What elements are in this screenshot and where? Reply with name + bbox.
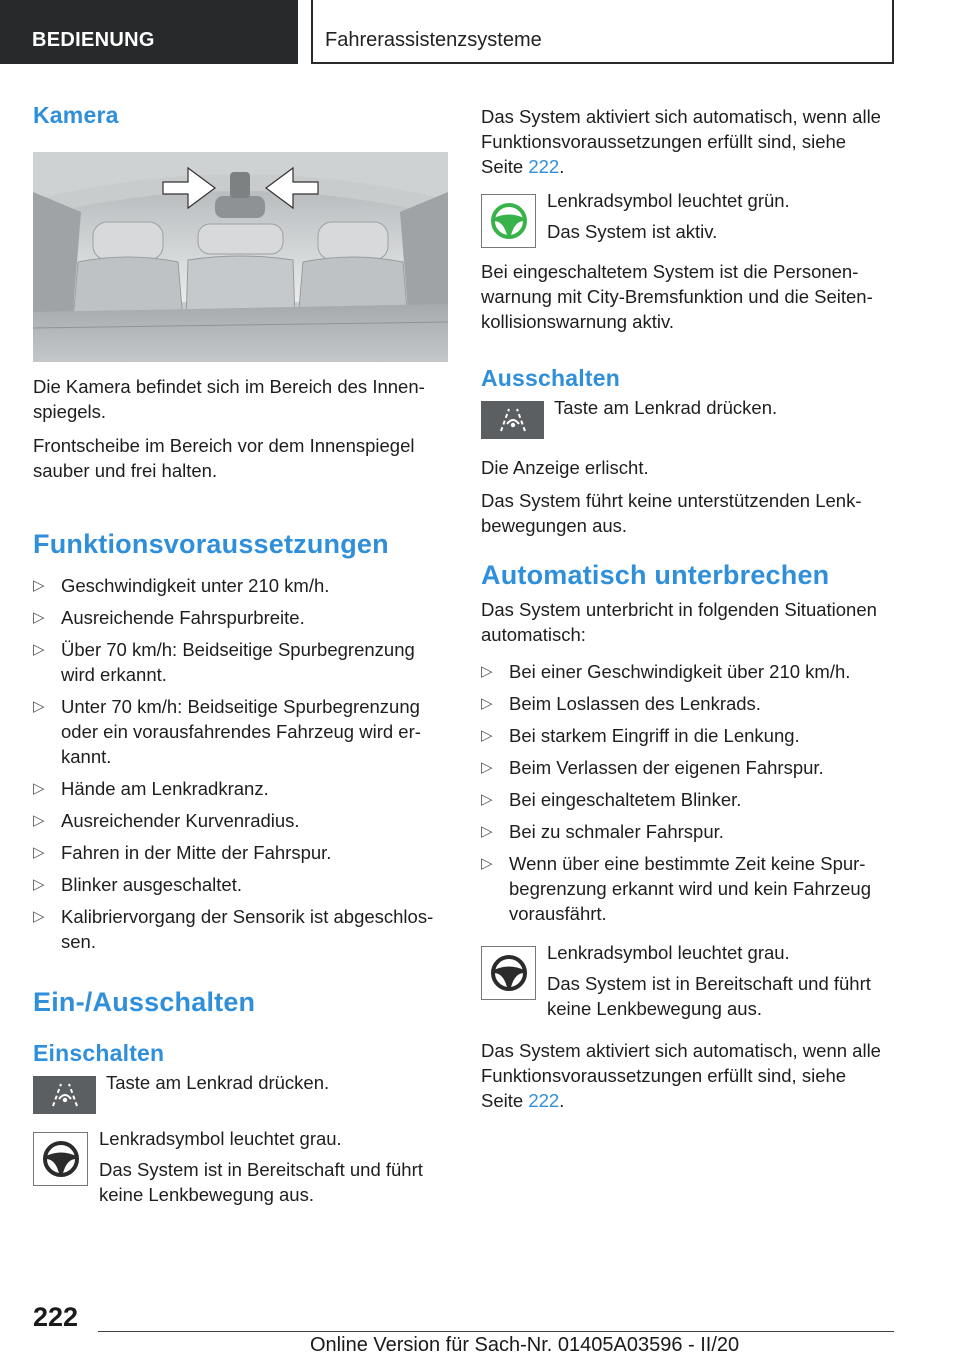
kamera-paragraph-1: Die Kamera befindet sich im Bereich des Innen-spiegels.: [33, 376, 425, 422]
list-item: ▷ Ausreichender Kurvenradius.: [33, 810, 300, 831]
list-item: ▷ Hände am Lenkradkranz.: [33, 778, 269, 799]
list-item: ▷ Bei starkem Eingriff in die Lenkung.: [481, 725, 800, 746]
header-chapter-label: Fahrerassistenzsysteme: [325, 29, 542, 51]
grey-wheel-line-1: Lenkradsymbol leuchtet grau.: [547, 942, 790, 963]
page-link-222[interactable]: 222: [528, 156, 560, 177]
automatisch-unterbrechen-heading: Automatisch unterbrechen: [481, 560, 830, 590]
ausschalten-paragraph-2: Das System führt keine unterstützenden Lenk-bewegungen aus.: [481, 490, 862, 536]
ausschalten-heading: Ausschalten: [481, 365, 620, 391]
left-column: [33, 96, 448, 1208]
triangle-bullet-icon: ▷: [33, 844, 45, 861]
triangle-bullet-icon: ▷: [33, 908, 45, 925]
triangle-bullet-icon: ▷: [481, 727, 493, 744]
einschalten-heading: Einschalten: [33, 1040, 165, 1066]
triangle-bullet-icon: ▷: [33, 641, 45, 658]
list-item: ▷ Bei zu schmaler Fahrspur.: [481, 821, 724, 842]
triangle-bullet-icon: ▷: [33, 609, 45, 626]
einschalten-wheel-line-1: Lenkradsymbol leuchtet grau.: [99, 1128, 342, 1149]
list-item: ▷ Unter 70 km/h: Beidseitige Spurbegrenzung oder ein vorausfahrendes Fahrzeug wird er-kannt.: [33, 696, 421, 767]
ausschalten-button-text: Taste am Lenkrad drücken.: [554, 397, 778, 418]
steering-wheel-green-icon: [481, 194, 536, 248]
triangle-bullet-icon: ▷: [481, 855, 493, 872]
ein-ausschalten-heading: Ein-/Ausschalten: [33, 987, 256, 1017]
triangle-bullet-icon: ▷: [33, 876, 45, 893]
triangle-bullet-icon: ▷: [33, 698, 45, 715]
triangle-bullet-icon: ▷: [481, 759, 493, 776]
page-number: 222: [33, 1302, 79, 1332]
right-column: [481, 96, 896, 1113]
grey-wheel-line-2: Das System ist in Bereitschaft und führt keine Lenkbewegung aus.: [547, 973, 871, 1019]
steering-wheel-grey-icon: [33, 1132, 88, 1186]
triangle-bullet-icon: ▷: [481, 695, 493, 712]
triangle-bullet-icon: ▷: [481, 823, 493, 840]
triangle-bullet-icon: ▷: [33, 577, 45, 594]
footer-divider: [98, 1331, 894, 1332]
list-item: ▷ Beim Verlassen der eigenen Fahrspur.: [481, 757, 824, 778]
kamera-paragraph-2: Frontscheibe im Bereich vor dem Innenspiegel sauber und frei halten.: [33, 435, 415, 481]
person-warning-paragraph: Bei eingeschaltetem System ist die Personen-warnung mit City-Bremsfunktion und die Seiten-kollisionswarnung aktiv.: [481, 261, 873, 332]
header-section-tab: [0, 0, 298, 64]
auto-activate-paragraph-2: Das System aktiviert sich automatisch, wenn alle Funktionsvoraussetzungen erfüllt sind, siehe Seite 222.: [481, 1040, 881, 1111]
grey-wheel-row: [481, 940, 896, 1028]
einschalten-wheel-row: [33, 1126, 448, 1208]
list-item: ▷ Wenn über eine bestimmte Zeit keine Spur-begrenzung erkannt wird und kein Fahrzeug vorausfährt.: [481, 853, 872, 924]
auto-activate-paragraph-1: Das System aktiviert sich automatisch, wenn alle Funktionsvoraussetzungen erfüllt sind, siehe Seite 222.: [481, 106, 881, 177]
list-item: ▷ Kalibriervorgang der Sensorik ist abgeschlos-sen.: [33, 906, 434, 952]
steering-wheel-grey-icon: [481, 946, 536, 1000]
auto-unterbrechen-list: [481, 659, 896, 926]
green-wheel-line-1: Lenkradsymbol leuchtet grün.: [547, 190, 790, 211]
green-wheel-row: [481, 188, 896, 250]
list-item: ▷ Über 70 km/h: Beidseitige Spurbegrenzung wird erkannt.: [33, 639, 415, 685]
list-item: ▷ Blinker ausgeschaltet.: [33, 874, 242, 895]
list-item: ▷ Ausreichende Fahrspurbreite.: [33, 607, 305, 628]
list-item: ▷ Beim Loslassen des Lenkrads.: [481, 693, 761, 714]
lane-keeping-button-icon: [33, 1076, 96, 1114]
list-item: ▷ Geschwindigkeit unter 210 km/h.: [33, 575, 330, 596]
einschalten-wheel-line-2: Das System ist in Bereitschaft und führt keine Lenkbewegung aus.: [99, 1159, 423, 1205]
footer-online-version: Online Version für Sach-Nr. 01405A03596 - II/20: [310, 1334, 740, 1356]
camera-interior-image: [33, 152, 448, 362]
funktionsvoraussetzungen-list: [33, 573, 448, 954]
list-item: ▷ Bei eingeschaltetem Blinker.: [481, 789, 742, 810]
triangle-bullet-icon: ▷: [481, 791, 493, 808]
lane-keeping-button-icon: [481, 401, 544, 439]
green-wheel-line-2: Das System ist aktiv.: [547, 221, 718, 242]
page-link-222[interactable]: 222: [528, 1090, 560, 1111]
auto-intro-paragraph: Das System unterbricht in folgenden Situationen automatisch:: [481, 599, 877, 645]
list-item: ▷ Bei einer Geschwindigkeit über 210 km/h.: [481, 661, 851, 682]
kamera-heading: Kamera: [33, 102, 119, 128]
header-chapter-tab: [311, 0, 894, 64]
header-section-label: BEDIENUNG: [32, 29, 155, 51]
ausschalten-paragraph-1: Die Anzeige erlischt.: [481, 457, 649, 478]
ausschalten-button-row: [481, 395, 896, 451]
triangle-bullet-icon: ▷: [33, 780, 45, 797]
triangle-bullet-icon: ▷: [481, 663, 493, 680]
list-item: ▷ Fahren in der Mitte der Fahrspur.: [33, 842, 332, 863]
einschalten-button-text: Taste am Lenkrad drücken.: [106, 1072, 330, 1093]
funktionsvoraussetzungen-heading: Funktionsvoraussetzungen: [33, 529, 389, 559]
einschalten-button-row: [33, 1070, 448, 1126]
triangle-bullet-icon: ▷: [33, 812, 45, 829]
